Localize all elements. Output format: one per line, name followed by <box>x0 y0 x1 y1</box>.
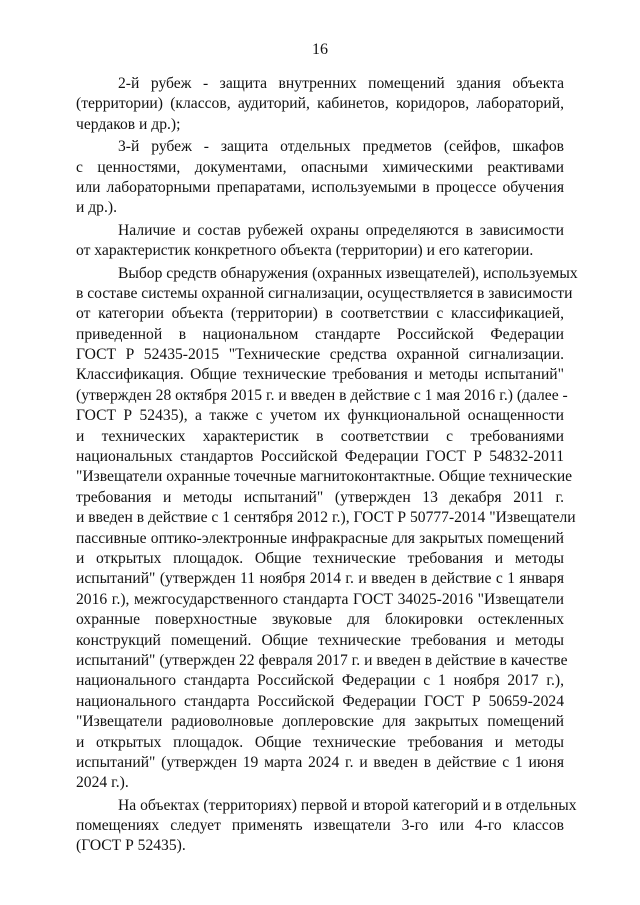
text-line: (утвержден 28 октября 2015 г. и введен в действие с 1 мая 2016 г.) (далее - <box>76 386 568 404</box>
text-line: с ценностями, документами, опасными химическими реактивами <box>76 158 564 176</box>
text-line: помещениях следует применять извещатели 3-го или 4-го классов <box>76 817 564 835</box>
text-line: 2016 г.), межгосударственного стандарта ГОСТ 34025-2016 "Извещатели <box>76 590 564 608</box>
text-line: пассивные оптико-электронные инфракрасные для закрытых помещений <box>76 529 564 547</box>
paragraph <box>76 796 577 857</box>
text-line: "Извещатели радиоволновые доплеровские для закрытых помещений <box>76 713 564 731</box>
text-line: (территории) (классов, аудиторий, кабинетов, коридоров, лабораторий, <box>76 95 564 113</box>
text-line: и технических характеристик в соответствии с требованиями <box>76 427 564 445</box>
paragraph <box>76 137 564 219</box>
text-line: от характеристик конкретного объекта (территории) и его категории. <box>76 242 534 260</box>
paragraph <box>76 221 564 262</box>
text-line: На объектах (территориях) первой и второй категорий и в отдельных <box>118 796 577 814</box>
text-line: национальных стандартов Российской Федерации ГОСТ Р 54832-2011 <box>76 448 564 466</box>
text-line: от категории объекта (территории) в соответствии с классификацией, <box>76 305 564 323</box>
text-line: требования и методы испытаний" (утвержден 13 декабря 2011 г. <box>76 488 564 506</box>
document-body <box>76 74 578 859</box>
text-line: и др.). <box>76 199 117 217</box>
text-line: национального стандарта Российской Федерации ГОСТ Р 50659-2024 <box>76 692 564 710</box>
text-line: 2-й рубеж - защита внутренних помещений здания объекта <box>118 75 564 92</box>
text-line: или лабораторными препаратами, используемыми в процессе обучения <box>76 178 564 196</box>
text-line: ГОСТ Р 52435), а также с учетом их функциональной оснащенности <box>76 407 564 425</box>
text-line: в составе системы охранной сигнализации, осуществляется в зависимости <box>76 284 573 302</box>
text-line: (ГОСТ Р 52435). <box>76 837 186 855</box>
text-line: испытаний" (утвержден 11 ноября 2014 г. и введен в действие с 1 января <box>76 570 564 588</box>
text-line: Классификация. Общие технические требования и методы испытаний" <box>76 366 564 384</box>
text-line: Выбор средств обнаружения (охранных извещателей), используемых <box>118 264 578 282</box>
text-line: 2024 г.). <box>76 774 129 792</box>
text-line: Наличие и состав рубежей охраны определяются в зависимости <box>118 221 564 239</box>
paragraph <box>76 264 578 794</box>
text-line: и открытых площадок. Общие технические требования и методы <box>76 549 564 567</box>
text-line: приведенной в национальном стандарте Российской Федерации <box>76 325 564 343</box>
text-line: национального стандарта Российской Федерации с 1 ноября 2017 г.), <box>76 672 564 690</box>
page-number: 16 <box>312 41 328 58</box>
text-line: охранные поверхностные звуковые для блокировки остекленных <box>76 611 564 629</box>
text-line: и открытых площадок. Общие технические требования и методы <box>76 733 564 751</box>
text-line: "Извещатели охранные точечные магнитоконтактные. Общие технические <box>76 468 573 486</box>
text-line: ГОСТ Р 52435-2015 "Технические средства охранной сигнализации. <box>76 346 564 364</box>
text-line: конструкций помещений. Общие технические требования и методы <box>76 631 564 649</box>
text-line: испытаний" (утвержден 19 марта 2024 г. и введен в действие с 1 июня <box>76 753 564 771</box>
text-line: чердаков и др.); <box>76 115 181 133</box>
text-line: 3-й рубеж - защита отдельных предметов (сейфов, шкафов <box>118 138 564 156</box>
text-line: и введен в действие с 1 сентября 2012 г.), ГОСТ Р 50777-2014 "Извещатели <box>76 509 576 527</box>
paragraph <box>76 74 564 135</box>
text-line: испытаний" (утвержден 22 февраля 2017 г. и введен в действие в качестве <box>76 651 568 669</box>
